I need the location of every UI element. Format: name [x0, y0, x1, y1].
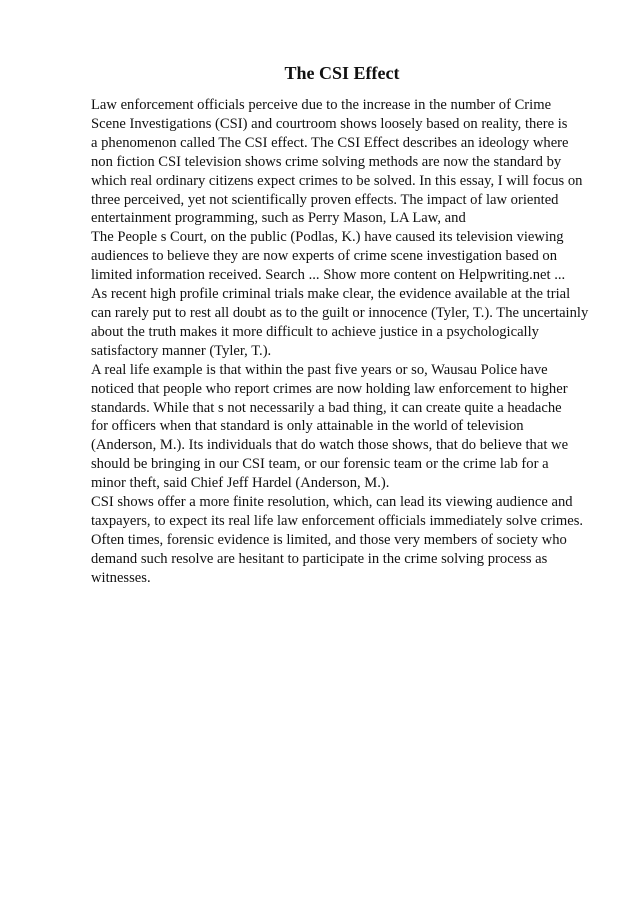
- body-line: Often times, forensic evidence is limited, and those very members of society who: [91, 531, 567, 548]
- body-line: a phenomenon called The CSI effect. The CSI Effect describes an ideology where: [91, 134, 569, 151]
- body-line: standards. While that s not necessarily a bad thing, it can create quite a headache: [91, 399, 562, 416]
- body-line: which real ordinary citizens expect crimes to be solved. In this essay, I will focus on: [91, 172, 583, 189]
- body-line: (Anderson, M.). Its individuals that do watch those shows, that do believe that we: [91, 437, 569, 454]
- document-body: [91, 96, 611, 588]
- body-line: minor theft, said Chief Jeff Hardel (Anderson, M.).: [91, 475, 390, 492]
- body-line: satisfactory manner (Tyler, T.).: [91, 342, 272, 359]
- body-line: non fiction CSI television shows crime solving methods are now the standard by: [91, 153, 562, 170]
- body-line: for officers when that standard is only attainable in the world of television: [91, 418, 524, 435]
- body-line: A real life example is that within the past five years or so, Wausau Police have: [91, 361, 548, 378]
- body-line: limited information received. Search ... Show more content on Helpwriting.net ...: [91, 267, 566, 284]
- body-line: The People s Court, on the public (Podlas, K.) have caused its television viewing: [91, 229, 564, 246]
- body-line: Scene Investigations (CSI) and courtroom shows loosely based on reality, there is: [91, 115, 568, 132]
- body-line: taxpayers, to expect its real life law enforcement officials immediately solve crimes.: [91, 512, 584, 529]
- document-title: The CSI Effect: [284, 63, 400, 83]
- body-line: noticed that people who report crimes are now holding law enforcement to higher: [91, 380, 568, 397]
- body-line: CSI shows offer a more finite resolution, which, can lead its viewing audience and: [91, 494, 573, 511]
- body-line: entertainment programming, such as Perry Mason, LA Law, and: [91, 210, 466, 227]
- body-line: audiences to believe they are now experts of crime scene investigation based on: [91, 248, 558, 265]
- body-line: about the truth makes it more difficult to achieve justice in a psychologically: [91, 323, 539, 340]
- body-line: witnesses.: [91, 569, 151, 586]
- body-line: should be bringing in our CSI team, or our forensic team or the crime lab for a: [91, 456, 549, 473]
- body-line: can rarely put to rest all doubt as to the guilt or innocence (Tyler, T.). The uncertainly: [91, 304, 589, 321]
- body-line: demand such resolve are hesitant to participate in the crime solving process as: [91, 550, 548, 567]
- body-line: three perceived, yet not scientifically proven effects. The impact of law oriented: [91, 191, 559, 208]
- body-line: As recent high profile criminal trials make clear, the evidence available at the trial: [91, 286, 571, 303]
- body-line: Law enforcement officials perceive due to the increase in the number of Crime: [91, 97, 552, 113]
